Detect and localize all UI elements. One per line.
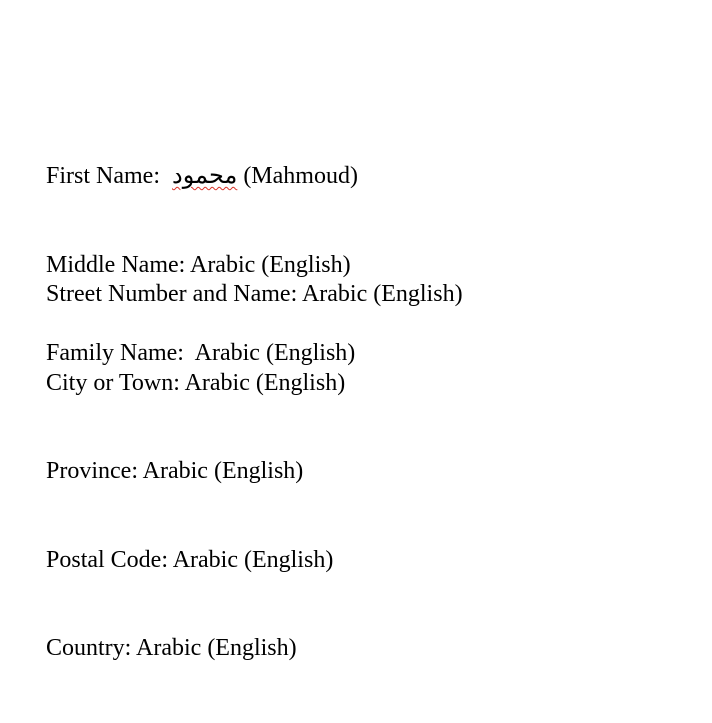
first-name-label: First Name: (46, 163, 172, 189)
province-label: Province: (46, 458, 143, 484)
middle-name-label: Middle Name: (46, 251, 190, 278)
country-label: Country: (46, 635, 137, 661)
first-name-line (46, 162, 358, 192)
first-name-arabic-value[interactable]: محمود (172, 163, 238, 189)
middle-name-value: Arabic (English) (189, 251, 351, 278)
first-name-english-value: (Mahmoud) (237, 163, 358, 189)
family-name-value: Arabic (English) (194, 340, 356, 366)
postal-code-value: Arabic (English) (172, 546, 334, 573)
city-value: Arabic (English) (184, 369, 346, 396)
city-line (46, 369, 463, 399)
street-label: Street Number and Name: (46, 281, 302, 307)
postal-code-line (46, 546, 463, 576)
street-line (46, 280, 463, 310)
province-value: Arabic (English) (142, 458, 304, 484)
province-line (46, 457, 463, 487)
city-label: City or Town: (46, 369, 185, 396)
address-section (46, 221, 463, 723)
family-name-label: Family Name: (46, 340, 195, 366)
country-line (46, 634, 463, 664)
street-value: Arabic (English) (301, 281, 463, 307)
postal-code-label: Postal Code: (46, 546, 173, 573)
country-value: Arabic (English) (136, 635, 297, 661)
